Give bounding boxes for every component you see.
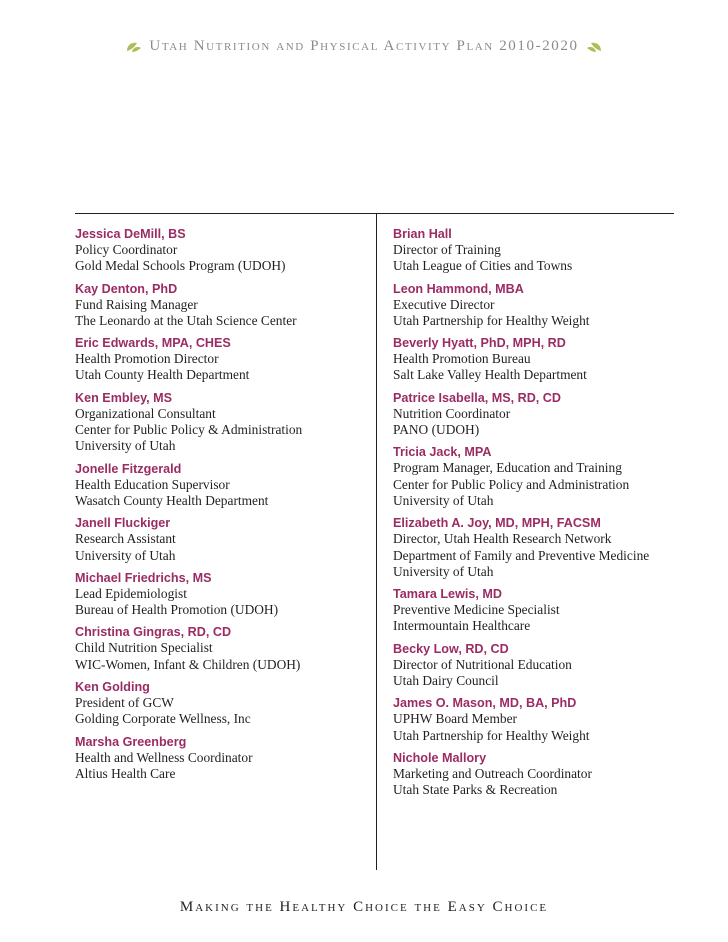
member-detail: University of Utah	[75, 438, 176, 454]
member-name: Elizabeth A. Joy, MD, MPH, FACSM	[393, 516, 601, 531]
member-detail: Program Manager, Education and Training	[393, 460, 622, 476]
member-detail: Center for Public Policy & Administration	[75, 422, 303, 438]
member-detail: Utah Dairy Council	[393, 673, 499, 689]
member-entry	[75, 335, 371, 384]
member-entry	[75, 515, 371, 564]
member-detail: Director of Nutritional Education	[393, 656, 572, 672]
left-column	[75, 226, 371, 788]
member-name: Christina Gingras, RD, CD	[75, 625, 232, 640]
member-entry	[393, 281, 693, 330]
member-entry	[393, 444, 693, 509]
member-entry	[75, 624, 371, 673]
member-entry	[75, 734, 371, 783]
member-detail: University of Utah	[393, 492, 494, 508]
member-detail: Lead Epidemiologist	[75, 585, 187, 601]
member-entry	[75, 281, 371, 330]
member-detail: Director, Utah Health Research Network	[393, 531, 612, 547]
leaf-ornament-icon	[125, 40, 143, 54]
member-detail: Policy Coordinator	[75, 242, 178, 257]
member-detail: UPHW Board Member	[393, 711, 517, 727]
member-detail: WIC-Women, Infant & Children (UDOH)	[75, 656, 301, 672]
member-detail: Golding Corporate Wellness, Inc	[75, 711, 251, 727]
member-detail: Center for Public Policy and Administration	[393, 476, 630, 492]
member-detail: Wasatch County Health Department	[75, 492, 269, 508]
member-detail: University of Utah	[75, 547, 176, 563]
member-entry	[75, 461, 371, 510]
member-name: Janell Fluckiger	[75, 516, 171, 531]
member-entry	[393, 226, 693, 275]
member-entry	[393, 586, 693, 635]
member-detail: Organizational Consultant	[75, 405, 216, 421]
header-title: Utah Nutrition and Physical Activity Plan 2010-2020	[149, 38, 579, 54]
member-entry	[75, 679, 371, 728]
member-detail: Salt Lake Valley Health Department	[393, 367, 587, 383]
member-name: Ken Embley, MS	[75, 390, 173, 405]
right-column	[393, 226, 693, 805]
member-detail: Intermountain Healthcare	[393, 618, 531, 634]
member-name: Ken Golding	[75, 680, 150, 695]
leaf-ornament-icon	[585, 40, 603, 54]
member-detail: Utah County Health Department	[75, 367, 250, 383]
member-name: Becky Low, RD, CD	[393, 641, 509, 656]
member-name: James O. Mason, MD, BA, PhD	[393, 696, 577, 711]
member-detail: Health Education Supervisor	[75, 476, 230, 492]
member-entry	[75, 570, 371, 619]
member-name: Marsha Greenberg	[75, 734, 187, 749]
member-name: Michael Friedrichs, MS	[75, 570, 212, 585]
member-entry	[75, 226, 371, 275]
member-detail: Director of Training	[393, 242, 501, 257]
member-entry	[75, 390, 371, 455]
page-header	[0, 38, 728, 55]
member-name: Nichole Mallory	[393, 750, 487, 765]
member-detail: Utah Partnership for Healthy Weight	[393, 727, 590, 743]
member-detail: Utah State Parks & Recreation	[393, 782, 558, 798]
horizontal-rule	[75, 213, 674, 214]
member-name: Tamara Lewis, MD	[393, 587, 502, 602]
member-name: Tricia Jack, MPA	[393, 445, 492, 460]
member-detail: Department of Family and Preventive Medicine	[393, 547, 650, 563]
member-entry	[393, 750, 693, 799]
member-detail: Research Assistant	[75, 531, 176, 547]
member-detail: Marketing and Outreach Coordinator	[393, 765, 592, 781]
member-name: Leon Hammond, MBA	[393, 281, 524, 296]
member-entry	[393, 515, 693, 580]
member-detail: Altius Health Care	[75, 765, 176, 781]
member-entry	[393, 641, 693, 690]
member-detail: Executive Director	[393, 296, 495, 312]
member-detail: Health Promotion Bureau	[393, 351, 531, 367]
member-name: Jonelle Fitzgerald	[75, 461, 182, 476]
member-detail: Bureau of Health Promotion (UDOH)	[75, 602, 279, 618]
page-footer	[0, 899, 728, 916]
member-detail: The Leonardo at the Utah Science Center	[75, 312, 297, 328]
member-detail: Fund Raising Manager	[75, 296, 198, 312]
member-detail: Gold Medal Schools Program (UDOH)	[75, 258, 286, 274]
column-divider	[376, 213, 377, 870]
member-name: Brian Hall	[393, 227, 452, 241]
member-detail: President of GCW	[75, 695, 174, 711]
member-detail: Health and Wellness Coordinator	[75, 749, 253, 765]
member-entry	[393, 390, 693, 439]
member-detail: Nutrition Coordinator	[393, 405, 511, 421]
member-name: Beverly Hyatt, PhD, MPH, RD	[393, 336, 566, 351]
member-detail: Preventive Medicine Specialist	[393, 602, 560, 618]
member-entry	[393, 695, 693, 744]
member-detail: Health Promotion Director	[75, 351, 219, 367]
member-detail: Utah Partnership for Healthy Weight	[393, 312, 590, 328]
member-detail: Child Nutrition Specialist	[75, 640, 213, 656]
member-name: Patrice Isabella, MS, RD, CD	[393, 390, 561, 405]
member-name: Eric Edwards, MPA, CHES	[75, 336, 231, 351]
member-detail: University of Utah	[393, 563, 494, 579]
member-name: Jessica DeMill, BS	[75, 227, 186, 241]
member-name: Kay Denton, PhD	[75, 281, 178, 296]
member-entry	[393, 335, 693, 384]
member-detail: PANO (UDOH)	[393, 422, 480, 438]
member-detail: Utah League of Cities and Towns	[393, 258, 573, 274]
footer-tagline: Making the Healthy Choice the Easy Choice	[179, 899, 549, 915]
